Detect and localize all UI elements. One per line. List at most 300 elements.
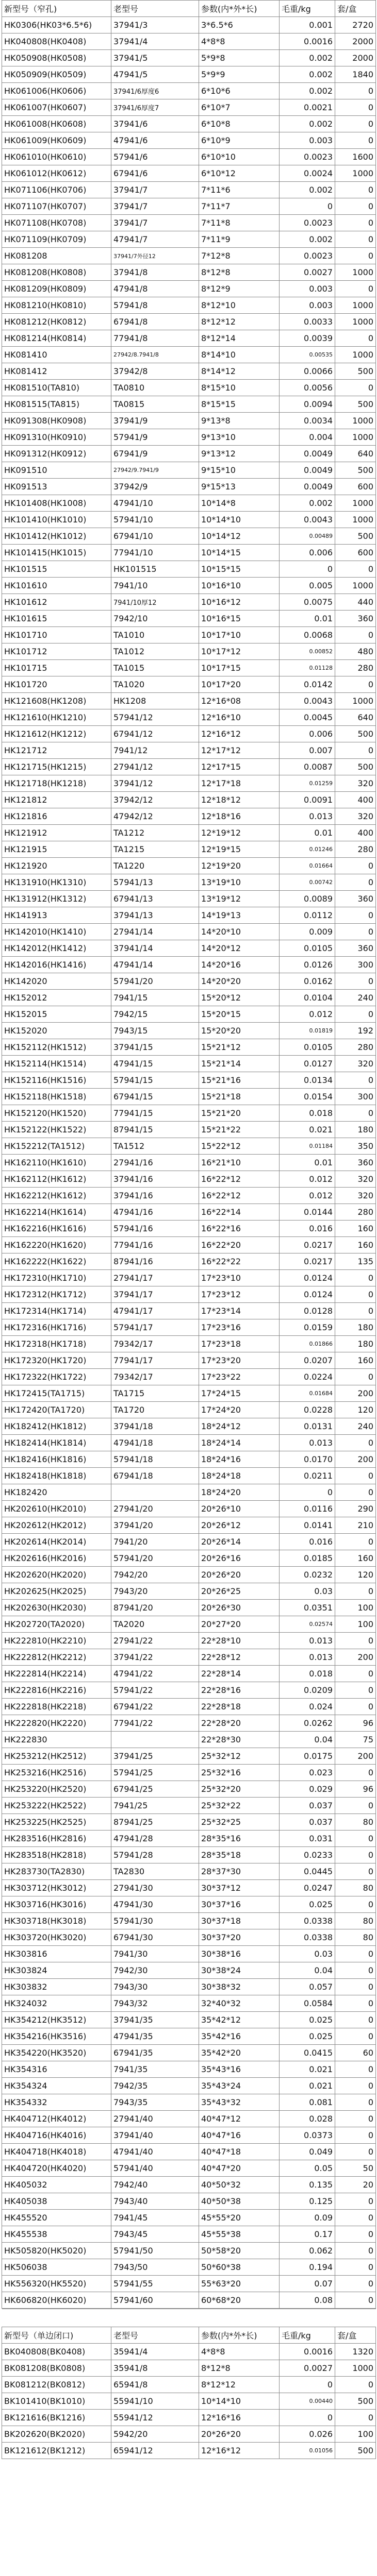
weight-cell: 0.0034 xyxy=(280,413,335,429)
new-model-cell: HK121915 xyxy=(2,841,111,858)
old-model-cell: 79342/17 xyxy=(111,1336,199,1352)
table-row xyxy=(2,742,376,759)
weight-cell: 0.007 xyxy=(280,742,335,759)
dimensions-cell: 20*26*20 xyxy=(199,2426,280,2443)
pack-qty-cell: 640 xyxy=(335,709,376,726)
new-model-cell: HK061009(HK0609) xyxy=(2,132,111,149)
old-model-cell: 37941/20 xyxy=(111,1517,199,1534)
dimensions-cell: 22*28*18 xyxy=(199,1699,280,1715)
table-row xyxy=(2,1418,376,1435)
old-model-cell: 57941/60 xyxy=(111,2292,199,2309)
pack-qty-cell: 135 xyxy=(335,1253,376,1270)
table-row xyxy=(2,33,376,50)
table-row xyxy=(2,726,376,742)
dimensions-cell: 6*10*8 xyxy=(199,116,280,132)
old-model-cell: 67941/8 xyxy=(111,314,199,330)
dimensions-cell: 12*16*12 xyxy=(199,2443,280,2459)
old-model-cell: TA1512 xyxy=(111,1138,199,1155)
pack-qty-cell: 210 xyxy=(335,1517,376,1534)
dimensions-cell: 6*10*10 xyxy=(199,149,280,165)
table-row xyxy=(2,1039,376,1056)
table-row xyxy=(2,1303,376,1319)
table-row xyxy=(2,1880,376,1896)
dimensions-cell: 18*24*18 xyxy=(199,1468,280,1484)
new-model-cell: HK253212(HK2512) xyxy=(2,1748,111,1765)
pack-qty-cell: 500 xyxy=(335,759,376,775)
new-model-cell: HK121712 xyxy=(2,742,111,759)
pack-qty-cell: 0 xyxy=(335,676,376,693)
table-row xyxy=(2,1286,376,1303)
weight-cell: 0.013 xyxy=(280,1649,335,1666)
weight-cell: 0.003 xyxy=(280,297,335,314)
old-model-cell: 87941/15 xyxy=(111,1122,199,1138)
new-model-cell: HK606820(HK6020) xyxy=(2,2292,111,2309)
table-row xyxy=(2,2028,376,2045)
new-model-cell: HK0306(HK03*6.5*6) xyxy=(2,17,111,33)
pack-qty-cell: 1000 xyxy=(335,347,376,363)
dimensions-cell: 4*8*8 xyxy=(199,2344,280,2360)
dimensions-cell: 7*11*9 xyxy=(199,231,280,248)
new-model-cell: HK202720(TA2020) xyxy=(2,1616,111,1633)
table-row xyxy=(2,1583,376,1600)
new-model-cell: HK202625(HK2025) xyxy=(2,1583,111,1600)
weight-cell: 0.012 xyxy=(280,1006,335,1023)
table-row xyxy=(2,396,376,413)
old-model-cell: TA0810 xyxy=(111,380,199,396)
weight-cell: 0.0027 xyxy=(280,264,335,281)
dimensions-cell: 12*19*12 xyxy=(199,825,280,841)
new-model-cell: HK101515 xyxy=(2,561,111,578)
table-row xyxy=(2,2061,376,2078)
dimensions-cell: 16*22*14 xyxy=(199,1204,280,1221)
dimensions-cell: 15*21*18 xyxy=(199,1089,280,1105)
weight-cell: 0.0016 xyxy=(280,33,335,50)
table-row xyxy=(2,281,376,297)
pack-qty-cell: 0 xyxy=(335,2061,376,2078)
table-row xyxy=(2,512,376,528)
old-model-cell: 7943/35 xyxy=(111,2094,199,2111)
pack-qty-cell: 0 xyxy=(335,1798,376,1814)
weight-cell: 0.081 xyxy=(280,2094,335,2111)
pack-qty-cell: 0 xyxy=(335,182,376,198)
pack-qty-cell: 360 xyxy=(335,940,376,957)
col-header-dimensions-closed: 参数(内*外*长) xyxy=(199,2327,280,2344)
old-model-cell: 57941/17 xyxy=(111,1319,199,1336)
table-row xyxy=(2,1732,376,1748)
old-model-cell: TA2830 xyxy=(111,1863,199,1880)
weight-cell: 0.0162 xyxy=(280,973,335,990)
pack-qty-cell: 290 xyxy=(335,1501,376,1517)
pack-qty-cell: 0 xyxy=(335,1303,376,1319)
dimensions-cell: 30*38*32 xyxy=(199,1979,280,1995)
old-model-cell: 37941/25 xyxy=(111,1748,199,1765)
pack-qty-cell: 500 xyxy=(335,528,376,545)
pack-qty-cell: 0 xyxy=(335,742,376,759)
old-model-cell: 57941/50 xyxy=(111,2243,199,2259)
col-header-old-model: 老型号 xyxy=(111,1,199,17)
new-model-cell: HK081210(HK0810) xyxy=(2,297,111,314)
new-model-cell: HK253222(HK2522) xyxy=(2,1798,111,1814)
weight-cell: 0.0159 xyxy=(280,1319,335,1336)
new-model-cell: HK061012(HK0612) xyxy=(2,165,111,182)
pack-qty-cell: 200 xyxy=(335,1385,376,1402)
table-row xyxy=(2,693,376,709)
new-model-cell: HK303816 xyxy=(2,1946,111,1962)
dimensions-cell: 12*16*10 xyxy=(199,709,280,726)
new-model-cell: HK283730(TA2830) xyxy=(2,1863,111,1880)
new-model-cell: HK404716(HK4016) xyxy=(2,2127,111,2144)
old-model-cell: 7941/10厚12 xyxy=(111,594,199,611)
dimensions-cell: 50*60*38 xyxy=(199,2259,280,2276)
old-model-cell: 67941/25 xyxy=(111,1781,199,1798)
old-model-cell: 37941/7 xyxy=(111,198,199,215)
pack-qty-cell: 0 xyxy=(335,1484,376,1501)
weight-cell: 0.03 xyxy=(280,1583,335,1600)
dimensions-cell: 9*15*13 xyxy=(199,479,280,495)
weight-cell: 0.0141 xyxy=(280,1517,335,1534)
dimensions-cell: 12*18*16 xyxy=(199,808,280,825)
dimensions-cell: 10*17*15 xyxy=(199,660,280,676)
old-model-cell: 57941/40 xyxy=(111,2160,199,2177)
dimensions-cell: 14*20*10 xyxy=(199,924,280,940)
new-model-cell: BK101410(BK1010) xyxy=(2,2393,111,2410)
old-model-cell: 35941/8 xyxy=(111,2360,199,2377)
table-row xyxy=(2,2078,376,2094)
weight-cell: 0 xyxy=(280,2410,335,2426)
old-model-cell: 47941/40 xyxy=(111,2144,199,2160)
dimensions-cell: 40*50*38 xyxy=(199,2193,280,2210)
table-row xyxy=(2,1567,376,1583)
new-model-cell: HK222812(HK2212) xyxy=(2,1649,111,1666)
new-model-cell: HK101410(HK1010) xyxy=(2,512,111,528)
weight-cell: 0.025 xyxy=(280,2028,335,2045)
dimensions-cell: 15*21*20 xyxy=(199,1105,280,1122)
weight-cell: 0.002 xyxy=(280,495,335,512)
new-model-cell: HK091308(HK0908) xyxy=(2,413,111,429)
table-row xyxy=(2,215,376,231)
pack-qty-cell: 2720 xyxy=(335,17,376,33)
old-model-cell: 27941/12 xyxy=(111,759,199,775)
table-row xyxy=(2,775,376,792)
dimensions-cell: 25*32*25 xyxy=(199,1814,280,1831)
old-model-cell: 47941/6 xyxy=(111,132,199,149)
old-model-cell: 67941/6 xyxy=(111,165,199,182)
new-model-cell: HK152015 xyxy=(2,1006,111,1023)
weight-cell: 0.01128 xyxy=(280,660,335,676)
dimensions-cell: 10*14*8 xyxy=(199,495,280,512)
dimensions-cell: 16*22*20 xyxy=(199,1237,280,1253)
new-model-cell: HK162220(HK1620) xyxy=(2,1237,111,1253)
dimensions-cell: 16*22*16 xyxy=(199,1221,280,1237)
pack-qty-cell: 160 xyxy=(335,1221,376,1237)
old-model-cell: 57941/12 xyxy=(111,709,199,726)
pack-qty-cell: 60 xyxy=(335,2045,376,2061)
pack-qty-cell: 0 xyxy=(335,2144,376,2160)
table-row xyxy=(2,709,376,726)
weight-cell: 0.025 xyxy=(280,2012,335,2028)
table-row xyxy=(2,1237,376,1253)
new-model-cell: HK142012(HK1412) xyxy=(2,940,111,957)
table-row xyxy=(2,1699,376,1715)
old-model-cell: 7942/40 xyxy=(111,2177,199,2193)
pack-qty-cell: 0 xyxy=(335,874,376,891)
new-model-cell: HK081208(HK0808) xyxy=(2,264,111,281)
dimensions-cell: 12*16*16 xyxy=(199,2410,280,2426)
weight-cell: 0.0127 xyxy=(280,1056,335,1072)
new-model-cell: HK172415(TA1715) xyxy=(2,1385,111,1402)
weight-cell: 0.002 xyxy=(280,50,335,66)
pack-qty-cell: 160 xyxy=(335,1352,376,1369)
dimensions-cell: 14*20*16 xyxy=(199,957,280,973)
pack-qty-cell: 0 xyxy=(335,1534,376,1550)
new-model-cell: HK222830 xyxy=(2,1732,111,1748)
old-model-cell: TA1212 xyxy=(111,825,199,841)
new-model-cell: HK172322(HK1722) xyxy=(2,1369,111,1385)
table-row xyxy=(2,891,376,907)
pack-qty-cell: 640 xyxy=(335,446,376,462)
dimensions-cell: 15*21*16 xyxy=(199,1072,280,1089)
dimensions-cell: 22*28*12 xyxy=(199,1649,280,1666)
col-header-dimensions: 参数(内*外*长) xyxy=(199,1,280,17)
weight-cell: 0.0089 xyxy=(280,891,335,907)
new-model-cell: HK404712(HK4012) xyxy=(2,2111,111,2127)
dimensions-cell: 7*12*8 xyxy=(199,248,280,264)
new-model-cell: HK081510(TA810) xyxy=(2,380,111,396)
pack-qty-cell: 100 xyxy=(335,1600,376,1616)
old-model-cell: 67941/12 xyxy=(111,726,199,742)
dimensions-cell: 22*28*20 xyxy=(199,1715,280,1732)
old-model-cell: 7943/15 xyxy=(111,1023,199,1039)
table-row xyxy=(2,1171,376,1188)
pack-qty-cell: 0 xyxy=(335,2012,376,2028)
dimensions-cell: 6*10*7 xyxy=(199,99,280,116)
dimensions-cell: 14*20*12 xyxy=(199,940,280,957)
new-model-cell: HK081515(TA815) xyxy=(2,396,111,413)
new-model-cell: HK172316(HK1716) xyxy=(2,1319,111,1336)
new-model-cell: HK050908(HK0508) xyxy=(2,50,111,66)
dimensions-cell: 12*18*12 xyxy=(199,792,280,808)
pack-qty-cell: 180 xyxy=(335,1122,376,1138)
weight-cell: 0.0023 xyxy=(280,248,335,264)
new-model-cell: HK152120(HK1520) xyxy=(2,1105,111,1122)
pack-qty-cell: 1000 xyxy=(335,264,376,281)
pack-qty-cell: 0 xyxy=(335,2210,376,2226)
old-model-cell: TA2020 xyxy=(111,1616,199,1633)
pack-qty-cell: 80 xyxy=(335,1913,376,1929)
pack-qty-cell: 0 xyxy=(335,2127,376,2144)
dimensions-cell: 20*26*12 xyxy=(199,1517,280,1534)
old-model-cell: TA0815 xyxy=(111,396,199,413)
col-header-new-model-closed: 新型号（单边闭口) xyxy=(2,2327,111,2344)
pack-qty-cell: 192 xyxy=(335,1023,376,1039)
pack-qty-cell: 1000 xyxy=(335,429,376,446)
new-model-cell: HK101412(HK1012) xyxy=(2,528,111,545)
pack-qty-cell: 100 xyxy=(335,2426,376,2443)
old-model-cell: 37941/9 xyxy=(111,413,199,429)
new-model-cell: HK162214(HK1614) xyxy=(2,1204,111,1221)
pack-qty-cell: 500 xyxy=(335,2443,376,2459)
closed-end-table xyxy=(2,2309,376,2459)
table-row xyxy=(2,528,376,545)
pack-qty-cell: 280 xyxy=(335,1204,376,1221)
weight-cell: 0.003 xyxy=(280,281,335,297)
weight-cell: 0.016 xyxy=(280,1534,335,1550)
weight-cell: 0.03 xyxy=(280,1946,335,1962)
old-model-cell: 27941/17 xyxy=(111,1270,199,1286)
old-model-cell: 87941/25 xyxy=(111,1814,199,1831)
weight-cell: 0.01259 xyxy=(280,775,335,792)
weight-cell: 0.0262 xyxy=(280,1715,335,1732)
table-row xyxy=(2,1649,376,1666)
weight-cell: 0.0116 xyxy=(280,1501,335,1517)
table-row xyxy=(2,2426,376,2443)
table-row xyxy=(2,165,376,182)
new-model-cell: HK101720 xyxy=(2,676,111,693)
table-row xyxy=(2,545,376,561)
old-model-cell: 47941/10 xyxy=(111,495,199,512)
old-model-cell: 57941/16 xyxy=(111,1221,199,1237)
new-model-cell: HK182420 xyxy=(2,1484,111,1501)
table-row xyxy=(2,495,376,512)
weight-cell: 0.016 xyxy=(280,1221,335,1237)
old-model-cell: 47941/15 xyxy=(111,1056,199,1072)
weight-cell: 0.0024 xyxy=(280,165,335,182)
weight-cell: 0.002 xyxy=(280,231,335,248)
table-row xyxy=(2,1188,376,1204)
table-row xyxy=(2,1369,376,1385)
table-row xyxy=(2,561,376,578)
weight-cell: 0.006 xyxy=(280,545,335,561)
pack-qty-cell: 160 xyxy=(335,1237,376,1253)
new-model-cell: HK324032 xyxy=(2,1995,111,2012)
table-row xyxy=(2,363,376,380)
dimensions-cell: 20*26*16 xyxy=(199,1550,280,1567)
table-row xyxy=(2,1715,376,1732)
new-model-cell: HK172314(HK1714) xyxy=(2,1303,111,1319)
pack-qty-cell: 1000 xyxy=(335,314,376,330)
new-model-cell: HK152020 xyxy=(2,1023,111,1039)
old-model-cell: TA1020 xyxy=(111,676,199,693)
old-model-cell: 37941/16 xyxy=(111,1188,199,1204)
dimensions-cell: 17*24*20 xyxy=(199,1402,280,1418)
new-model-cell: HK061010(HK0610) xyxy=(2,149,111,165)
dimensions-cell: 12*17*12 xyxy=(199,742,280,759)
pack-qty-cell: 1000 xyxy=(335,578,376,594)
weight-cell: 0.0049 xyxy=(280,462,335,479)
dimensions-cell: 10*14*10 xyxy=(199,512,280,528)
table-row xyxy=(2,1600,376,1616)
weight-cell: 0.04 xyxy=(280,1962,335,1979)
weight-cell: 0.057 xyxy=(280,1979,335,1995)
dimensions-cell: 16*21*10 xyxy=(199,1155,280,1171)
old-model-cell: 55941/12 xyxy=(111,2410,199,2426)
weight-cell: 0.0154 xyxy=(280,1089,335,1105)
new-model-cell: BK081212(BK0812) xyxy=(2,2377,111,2393)
table-row xyxy=(2,479,376,495)
dimensions-cell: 35*43*24 xyxy=(199,2078,280,2094)
old-model-cell: TA1010 xyxy=(111,627,199,643)
dimensions-cell: 10*17*20 xyxy=(199,676,280,693)
table-row xyxy=(2,1501,376,1517)
pack-qty-cell: 360 xyxy=(335,611,376,627)
pack-qty-cell: 0 xyxy=(335,1699,376,1715)
dimensions-cell: 10*16*12 xyxy=(199,594,280,611)
old-model-cell: 37941/7外径12 xyxy=(111,248,199,264)
weight-cell: 0 xyxy=(280,1484,335,1501)
old-model-cell: TA1215 xyxy=(111,841,199,858)
old-model-cell: 37941/16 xyxy=(111,1171,199,1188)
table-row xyxy=(2,2344,376,2360)
table-row xyxy=(2,578,376,594)
old-model-cell: 37941/6 xyxy=(111,116,199,132)
weight-cell: 0 xyxy=(280,198,335,215)
table-row xyxy=(2,1105,376,1122)
dimensions-cell: 8*12*10 xyxy=(199,297,280,314)
table-row xyxy=(2,1682,376,1699)
weight-cell: 0.01056 xyxy=(280,2443,335,2459)
dimensions-cell: 30*37*16 xyxy=(199,1896,280,1913)
dimensions-cell: 20*26*25 xyxy=(199,1583,280,1600)
dimensions-cell: 20*26*30 xyxy=(199,1600,280,1616)
dimensions-cell: 25*32*22 xyxy=(199,1798,280,1814)
weight-cell: 0.005 xyxy=(280,578,335,594)
old-model-cell: 7943/45 xyxy=(111,2226,199,2243)
weight-cell: 0.0087 xyxy=(280,759,335,775)
table-row xyxy=(2,1666,376,1682)
pack-qty-cell: 0 xyxy=(335,231,376,248)
new-model-cell: HK061006(HK0606) xyxy=(2,83,111,99)
dimensions-cell: 12*17*18 xyxy=(199,775,280,792)
old-model-cell: 7942/35 xyxy=(111,2078,199,2094)
pack-qty-cell: 320 xyxy=(335,1056,376,1072)
new-model-cell: HK040808(HK0408) xyxy=(2,33,111,50)
new-model-cell: HK202620(HK2020) xyxy=(2,1567,111,1583)
pack-qty-cell: 600 xyxy=(335,479,376,495)
weight-cell: 0.002 xyxy=(280,83,335,99)
pack-qty-cell: 0 xyxy=(335,116,376,132)
weight-cell: 0.0033 xyxy=(280,314,335,330)
table-row xyxy=(2,1798,376,1814)
pack-qty-cell: 0 xyxy=(335,330,376,347)
dimensions-cell: 8*12*9 xyxy=(199,281,280,297)
new-model-cell: HK455538 xyxy=(2,2226,111,2243)
pack-qty-cell: 1000 xyxy=(335,297,376,314)
new-model-cell: HK121715(HK1215) xyxy=(2,759,111,775)
table-row xyxy=(2,429,376,446)
new-model-cell: HK121612(HK1212) xyxy=(2,726,111,742)
old-model-cell: 7941/35 xyxy=(111,2061,199,2078)
table-row xyxy=(2,182,376,198)
table-row xyxy=(2,1863,376,1880)
dimensions-cell: 25*32*16 xyxy=(199,1765,280,1781)
new-model-cell: HK222816(HK2216) xyxy=(2,1682,111,1699)
weight-cell: 0.003 xyxy=(280,132,335,149)
dimensions-cell: 8*15*15 xyxy=(199,396,280,413)
dimensions-cell: 35*42*20 xyxy=(199,2045,280,2061)
old-model-cell: 57941/20 xyxy=(111,1550,199,1567)
col-header-new-model: 新型号（窄孔) xyxy=(2,1,111,17)
pack-qty-cell: 200 xyxy=(335,1451,376,1468)
weight-cell: 0.037 xyxy=(280,1798,335,1814)
table-row xyxy=(2,314,376,330)
pack-qty-cell: 1840 xyxy=(335,66,376,83)
new-model-cell: HK141913 xyxy=(2,907,111,924)
table-row xyxy=(2,1056,376,1072)
new-model-cell: HK283516(HK2816) xyxy=(2,1831,111,1847)
new-model-cell: HK152118(HK1518) xyxy=(2,1089,111,1105)
weight-cell: 0.0415 xyxy=(280,2045,335,2061)
new-model-cell: HK152012 xyxy=(2,990,111,1006)
